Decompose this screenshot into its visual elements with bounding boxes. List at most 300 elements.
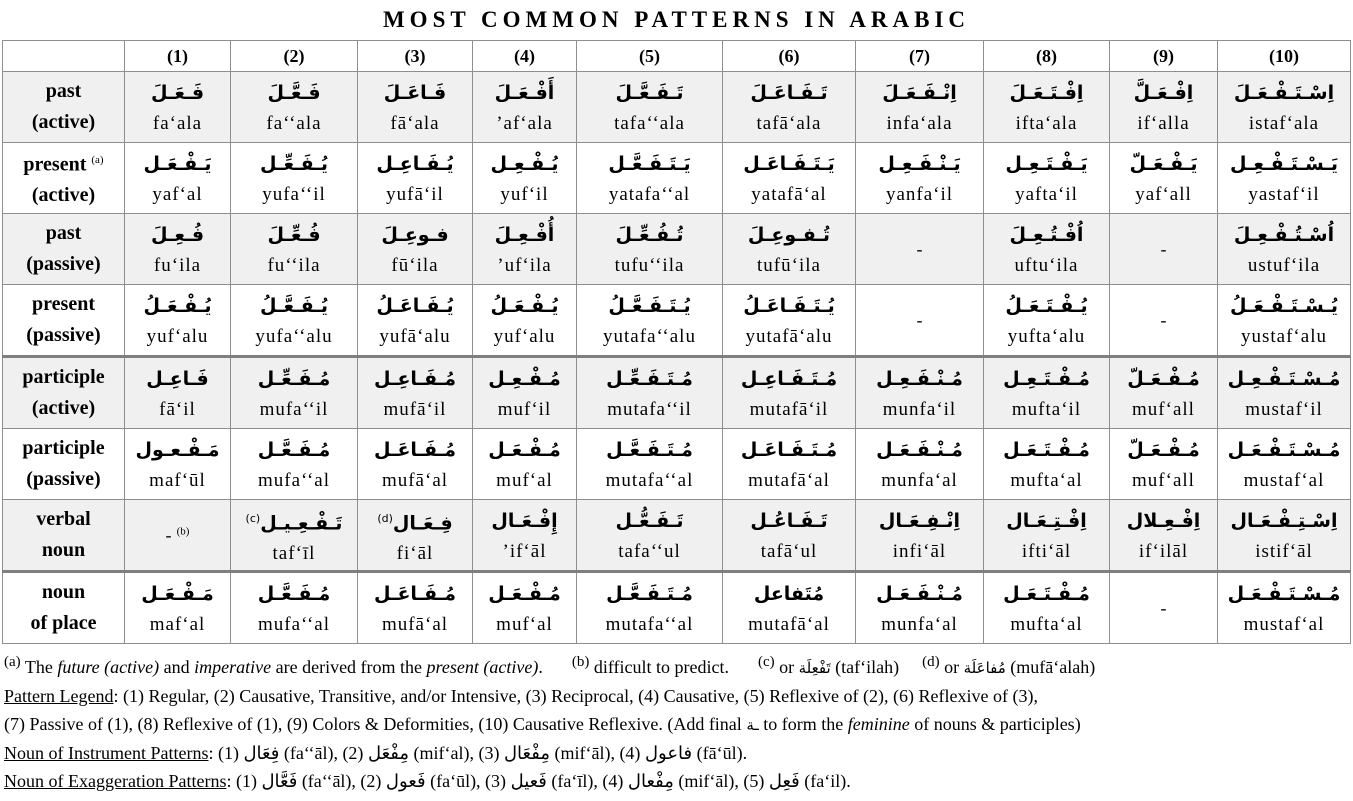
arabic-pattern-text: يُـسْـتَـفْـعَـلُ: [1229, 295, 1339, 317]
arabic-pattern: [856, 577, 983, 611]
arabic-pattern: [1218, 577, 1350, 611]
arabic-pattern: [358, 577, 472, 611]
arabic-pattern-text: يَـنْـفَـعِـل: [878, 153, 961, 175]
pattern-cell: [577, 429, 723, 500]
noun-of-instrument-title: Noun of Instrument Patterns: [4, 743, 209, 763]
transliteration: fa‘‘ala: [266, 113, 322, 134]
pattern-cell: [984, 429, 1110, 500]
arabic-pattern: [125, 76, 230, 110]
transliteration: fā‘ala: [390, 113, 440, 134]
arabic-pattern-text: إِفْـعَـال: [491, 510, 558, 532]
transliteration: mufā‘il: [383, 399, 447, 420]
arabic-pattern: [1218, 76, 1350, 110]
arabic-pattern: [984, 289, 1109, 323]
arabic-pattern: [125, 433, 230, 467]
row-label-line-2: (active): [31, 397, 96, 419]
row-label-line-1: past: [45, 222, 82, 244]
arabic-pattern-text: مُـفَـاعَـل: [374, 583, 456, 605]
arabic-pattern-text: تُـفـوعِـلَ: [747, 224, 831, 246]
arabic-pattern: [231, 362, 357, 396]
arabic-pattern: [984, 218, 1109, 252]
column-header: (7): [856, 41, 984, 72]
noun-of-exaggeration-text: : (1) فَعَّال (fa‘‘āl), (2) فَعول (fa‘ūl), (3) فَعيل (fa‘īl), (4) مِفْعال (mif‘āl), (5) فَعِل (fa‘il).: [226, 771, 851, 791]
arabic-pattern: [473, 147, 576, 181]
pattern-cell: [473, 143, 577, 214]
arabic-pattern: [1218, 433, 1350, 467]
column-header: (3): [358, 41, 473, 72]
pattern-cell: [358, 214, 473, 285]
transliteration: mutafa‘‘al: [605, 470, 694, 491]
arabic-pattern: [231, 433, 357, 467]
arabic-pattern: [984, 362, 1109, 396]
pattern-cell: [125, 214, 231, 285]
pattern-legend-text: feminine: [847, 714, 910, 734]
footnote-text: (taf‘ilah): [830, 657, 900, 677]
transliteration: istaf‘ala: [1248, 113, 1320, 134]
pattern-cell: [473, 572, 577, 644]
arabic-pattern: [856, 147, 983, 181]
pattern-cell: [577, 572, 723, 644]
transliteration: muf‘al: [496, 470, 553, 491]
pattern-cell: [984, 500, 1110, 572]
pattern-cell: [723, 285, 856, 357]
arabic-pattern-text: يُـتَـفَـعَّـلُ: [608, 295, 691, 317]
row-label: [3, 357, 125, 429]
arabic-pattern: [577, 147, 722, 181]
row-label: [3, 285, 125, 357]
pattern-row: [3, 572, 1351, 644]
pattern-cell: [231, 572, 358, 644]
arabic-pattern-text: فَـاعِـل: [146, 368, 209, 390]
pattern-cell: [358, 72, 473, 143]
pattern-row: [3, 143, 1351, 214]
arabic-pattern-text: يُـفَـعَّـلُ: [260, 295, 328, 317]
patterns-table-body: [3, 72, 1351, 644]
arabic-pattern-text: مُـتَـفَـعِّـل: [606, 368, 693, 390]
arabic-pattern: [577, 76, 722, 110]
pattern-cell: [856, 143, 984, 214]
arabic-pattern: [984, 577, 1109, 611]
arabic-pattern: [577, 362, 722, 396]
row-label-line-2: (passive): [26, 468, 101, 490]
pattern-cell: [1218, 285, 1351, 357]
pattern-cell: [984, 214, 1110, 285]
pattern-cell: [856, 572, 984, 644]
arabic-pattern-text: يَـسْـتَـفْـعِـل: [1229, 153, 1339, 175]
pattern-cell: [231, 72, 358, 143]
pattern-row: [3, 500, 1351, 572]
arabic-pattern: [125, 362, 230, 396]
pattern-cell: [984, 285, 1110, 357]
empty-dash: -: [165, 524, 172, 545]
noun-of-exaggeration-patterns: [4, 767, 1353, 795]
transliteration: mutafā‘al: [748, 614, 830, 635]
arabic-pattern-text: مُـفْـتَـعَـل: [1003, 439, 1090, 461]
transliteration: yustaf‘alu: [1241, 326, 1327, 347]
row-label-line-1: present: [23, 153, 87, 176]
pattern-cell: [358, 429, 473, 500]
transliteration: maf‘ūl: [149, 470, 206, 491]
arabic-pattern-text: مَـفْـعَـل: [141, 583, 214, 605]
pattern-cell: [231, 143, 358, 214]
transliteration: infa‘ala: [886, 113, 953, 134]
footnote-text: future (active): [57, 657, 160, 677]
arabic-pattern: [577, 218, 722, 252]
arabic-pattern-text: فـوعِـلَ: [381, 224, 449, 246]
pattern-legend: [4, 682, 1353, 710]
arabic-pattern-text: مُـفْـعِـل: [488, 368, 561, 390]
arabic-pattern-text: أَفْـعَـلَ: [494, 82, 555, 104]
pattern-cell: [577, 500, 723, 572]
arabic-pattern-text: مُـفَـاعِـل: [374, 368, 456, 390]
pattern-cell: [1218, 357, 1351, 429]
arabic-pattern: [723, 504, 855, 538]
row-label-line-1: participle: [22, 366, 105, 388]
row-label-line-1: present: [32, 293, 95, 315]
row-label-footnote-mark: (a): [91, 153, 104, 166]
pattern-cell: [723, 572, 856, 644]
transliteration: mutafa‘‘al: [605, 614, 694, 635]
arabic-pattern-text: فُـعِّـلَ: [267, 224, 321, 246]
transliteration: mutafa‘‘il: [607, 399, 692, 420]
pattern-cell: [231, 214, 358, 285]
transliteration: yufa‘‘il: [262, 184, 326, 205]
footnote-d-mark: (d): [922, 654, 940, 670]
arabic-pattern-text: مُـفَـعَّـل: [257, 583, 331, 605]
arabic-pattern: [984, 147, 1109, 181]
arabic-pattern-text: مُـفَـعِّـل: [257, 368, 331, 390]
arabic-pattern-text: يَـفْـعَـل: [143, 153, 212, 175]
pattern-cell: [856, 72, 984, 143]
footnote-text: The: [20, 657, 58, 677]
arabic-pattern-text: يُـفَـاعَـلُ: [376, 295, 454, 317]
arabic-pattern-text: فَـعَّـلَ: [267, 82, 321, 104]
transliteration: tufu‘‘ila: [614, 255, 685, 276]
transliteration: tafa‘‘ul: [618, 541, 681, 562]
transliteration: yutafa‘‘alu: [603, 326, 696, 347]
arabic-pattern: [473, 577, 576, 611]
arabic-pattern-text: يَـتَـفَـعَّـل: [608, 153, 691, 175]
empty-dash: -: [1160, 309, 1167, 330]
footnote-text: .: [538, 657, 543, 677]
arabic-pattern-text: اِسْـتِـفْـعَـال: [1230, 510, 1338, 532]
pattern-cell: [358, 357, 473, 429]
pattern-legend-title: Pattern Legend: [4, 686, 114, 706]
pattern-row: [3, 285, 1351, 357]
empty-dash: -: [916, 309, 923, 330]
patterns-table: [2, 40, 1351, 644]
footnote-text: or: [774, 657, 799, 677]
arabic-pattern: [723, 577, 855, 611]
empty-dash: -: [1160, 597, 1167, 618]
arabic-pattern: [358, 362, 472, 396]
pattern-cell: [723, 143, 856, 214]
arabic-pattern: [1218, 504, 1350, 538]
transliteration: yastaf‘il: [1248, 184, 1320, 205]
arabic-pattern-text: تَـفَـاعُـل: [750, 510, 828, 532]
pattern-cell: [577, 143, 723, 214]
row-label-line-1: noun: [41, 581, 86, 603]
pattern-cell: [125, 500, 231, 572]
pattern-legend-text: of nouns & participles): [909, 714, 1081, 734]
arabic-pattern: [358, 147, 472, 181]
transliteration: ifta‘ala: [1015, 113, 1078, 134]
arabic-pattern-text: تَـفَـاعَـلَ: [750, 82, 828, 104]
arabic-pattern-text: يَـتَـفَـاعَـل: [743, 153, 835, 175]
pattern-cell: [358, 143, 473, 214]
arabic-pattern-text: يَـفْـعَـلّ: [1129, 153, 1198, 175]
arabic-pattern: [856, 76, 983, 110]
pattern-cell: [125, 572, 231, 644]
row-label: [3, 72, 125, 143]
arabic-pattern-text: مُـسْـتَـفْـعَـل: [1227, 583, 1341, 605]
arabic-pattern: [231, 218, 357, 252]
transliteration: ’if‘āl: [502, 541, 547, 562]
pattern-legend-line-2: [4, 710, 1353, 739]
row-label-line-1: verbal: [36, 508, 91, 530]
arabic-pattern: [984, 433, 1109, 467]
arabic-pattern-text: اِفْـعَـلَّ: [1133, 82, 1194, 104]
footnote-arabic: مُفاعَلَة: [963, 659, 1006, 677]
arabic-pattern: [1110, 504, 1217, 538]
row-label: [3, 214, 125, 285]
footnote-text: (mufā‘alah): [1005, 657, 1096, 677]
pattern-cell: [358, 500, 473, 572]
corner-cell: [3, 41, 125, 72]
transliteration: ’uf‘ila: [497, 255, 552, 276]
pattern-cell: [1110, 72, 1218, 143]
pattern-cell: [577, 214, 723, 285]
arabic-pattern: [1218, 362, 1350, 396]
transliteration: ustuf‘ila: [1247, 255, 1321, 276]
pattern-cell: [231, 357, 358, 429]
noun-of-instrument-text: : (1) فِعَال (fa‘‘āl), (2) مِفْعَل (mif‘al), (3) مِفْعَال (mif‘āl), (4) فاعول (fā‘ūl).: [208, 743, 748, 763]
arabic-pattern: [577, 504, 722, 538]
transliteration: muf‘il: [497, 399, 552, 420]
transliteration: mustaf‘il: [1245, 399, 1323, 420]
pattern-legend-text: to form the: [758, 714, 848, 734]
arabic-pattern: [231, 577, 357, 611]
row-label-line-2: noun: [41, 539, 86, 561]
footnote-text: and: [159, 657, 195, 677]
arabic-pattern: [1110, 76, 1217, 110]
pattern-cell: [723, 214, 856, 285]
pattern-cell: [1218, 429, 1351, 500]
transliteration: mufta‘il: [1011, 399, 1082, 420]
arabic-pattern: [723, 147, 855, 181]
arabic-pattern-text: مُـفْـتَـعَـل: [1003, 583, 1090, 605]
pattern-cell: [856, 285, 984, 357]
arabic-pattern: [473, 433, 576, 467]
footnote-mark: (d): [377, 511, 393, 525]
column-header: (4): [473, 41, 577, 72]
transliteration: ’af‘ala: [496, 113, 553, 134]
pattern-legend-text: (7) Passive of (1), (8) Reflexive of (1), (9) Colors & Deformities, (10) Causative Reflexive. (Add final: [4, 714, 747, 734]
transliteration: yuf‘il: [500, 184, 549, 205]
arabic-pattern: [723, 433, 855, 467]
pattern-cell: [1218, 72, 1351, 143]
ta-marbuta-glyph: ـة: [746, 716, 759, 734]
pattern-cell: [1110, 572, 1218, 644]
arabic-pattern: [856, 504, 983, 538]
pattern-cell: [1218, 572, 1351, 644]
pattern-cell: [856, 500, 984, 572]
pattern-cell: [723, 72, 856, 143]
transliteration: mufā‘al: [381, 614, 449, 635]
transliteration: munfa‘al: [881, 470, 958, 491]
pattern-cell: [125, 143, 231, 214]
arabic-pattern-text: يُـفْـعَـلُ: [490, 295, 559, 317]
pattern-cell: [1218, 214, 1351, 285]
pattern-cell: [984, 357, 1110, 429]
arabic-pattern-text: مُـنْـفَـعِـل: [876, 368, 963, 390]
arabic-pattern-text: فِـعَـال: [392, 512, 453, 535]
arabic-pattern-text: اِسْـتَـفْـعَـلَ: [1233, 82, 1335, 104]
column-header: (2): [231, 41, 358, 72]
transliteration: ifti‘āl: [1021, 541, 1072, 562]
transliteration: if‘alla: [1137, 113, 1190, 134]
pattern-cell: [577, 285, 723, 357]
pattern-cell: [473, 72, 577, 143]
arabic-pattern: [984, 76, 1109, 110]
transliteration: muf‘all: [1132, 399, 1195, 420]
pattern-cell: [577, 72, 723, 143]
column-header-row: [3, 41, 1351, 72]
arabic-pattern: [723, 76, 855, 110]
transliteration: taf‘īl: [272, 543, 316, 565]
arabic-pattern: [358, 218, 472, 252]
pattern-cell: [984, 572, 1110, 644]
arabic-pattern-text: اُفْـتُـعِـلَ: [1009, 224, 1084, 246]
arabic-pattern: [1110, 362, 1217, 396]
arabic-pattern: [125, 147, 230, 181]
transliteration: yanfa‘il: [885, 184, 954, 205]
arabic-pattern: [723, 362, 855, 396]
transliteration: yuf‘alu: [146, 326, 209, 347]
pattern-cell: [473, 285, 577, 357]
pattern-cell: [231, 429, 358, 500]
arabic-pattern: [231, 76, 357, 110]
arabic-pattern-text: تُـفُـعِّـلَ: [615, 224, 684, 246]
row-label-line-2: (active): [31, 184, 96, 207]
arabic-pattern-text: يُـفْـتَـعَـلُ: [1005, 295, 1088, 317]
arabic-pattern-text: اِفْـعِـلال: [1126, 510, 1201, 532]
pattern-cell: [1110, 429, 1218, 500]
transliteration: mufta‘al: [1010, 470, 1083, 491]
pattern-cell: [125, 429, 231, 500]
arabic-pattern-text: مُـسْـتَـفْـعَـل: [1227, 439, 1341, 461]
pattern-cell: [723, 429, 856, 500]
pattern-cell: [358, 285, 473, 357]
transliteration: mufta‘al: [1010, 614, 1083, 635]
arabic-pattern-text: مُـتَـفَـاعَـل: [740, 439, 838, 461]
arabic-pattern: [358, 433, 472, 467]
pattern-row: [3, 214, 1351, 285]
transliteration: yatafā‘al: [751, 184, 827, 205]
arabic-pattern: [358, 289, 472, 323]
transliteration: yaf‘al: [152, 184, 203, 205]
transliteration: mutafā‘al: [748, 470, 830, 491]
arabic-pattern-text: يُـتَـفَـاعَـلُ: [743, 295, 835, 317]
transliteration: muf‘all: [1132, 470, 1195, 491]
transliteration: mustaf‘al: [1243, 470, 1325, 491]
arabic-pattern-text: اِنْـفَـعَـلَ: [882, 82, 957, 104]
footnotes: [4, 648, 1353, 795]
row-label: [3, 143, 125, 214]
arabic-pattern-text: يُـفْـعَـلُ: [143, 295, 212, 317]
arabic-pattern: [125, 289, 230, 323]
column-header: (10): [1218, 41, 1351, 72]
arabic-pattern: [577, 433, 722, 467]
arabic-pattern-text: فَـاعَـلَ: [383, 82, 447, 104]
arabic-pattern-text: تَـفَـعَّـلَ: [615, 82, 684, 104]
transliteration: yatafa‘‘al: [608, 184, 691, 205]
pattern-cell: [1110, 500, 1218, 572]
transliteration: tufū‘ila: [757, 255, 821, 276]
transliteration: fu‘‘ila: [267, 255, 321, 276]
pattern-legend-text: : (1) Regular, (2) Causative, Transitive, and/or Intensive, (3) Reciprocal, (4) Causative, (5) Reflexive of (2), (6) Reflexive of (3),: [113, 686, 1038, 706]
transliteration: mufa‘‘il: [259, 399, 329, 420]
transliteration: tafa‘‘ala: [614, 113, 685, 134]
transliteration: yuf‘alu: [493, 326, 556, 347]
arabic-pattern-text: مُتَفاعل: [753, 583, 825, 605]
pattern-cell: [473, 214, 577, 285]
arabic-pattern: [577, 577, 722, 611]
pattern-cell: [984, 143, 1110, 214]
arabic-pattern: [1218, 218, 1350, 252]
page-title: MOST COMMON PATTERNS IN ARABIC: [382, 7, 971, 32]
arabic-pattern: [473, 362, 576, 396]
transliteration: mufā‘al: [381, 470, 449, 491]
transliteration: yaf‘all: [1135, 184, 1192, 205]
arabic-pattern-text: مُـفْـعَـل: [488, 583, 561, 605]
row-label-line-1: participle: [22, 437, 105, 459]
arabic-pattern-text: اِفْـتَـعَـلَ: [1009, 82, 1084, 104]
pattern-cell: [473, 500, 577, 572]
transliteration: fa‘ala: [152, 113, 203, 134]
arabic-pattern-text: اِنْـفِـعَـال: [878, 510, 961, 532]
arabic-pattern: [723, 218, 855, 252]
footnote-text: or: [939, 657, 964, 677]
pattern-cell: [577, 357, 723, 429]
arabic-pattern: [577, 289, 722, 323]
transliteration: yutafā‘alu: [745, 326, 833, 347]
pattern-cell: [231, 500, 358, 572]
transliteration: tafā‘ul: [760, 541, 818, 562]
footnote-text: present (active): [426, 657, 539, 677]
transliteration: munfa‘al: [881, 614, 958, 635]
column-header: (6): [723, 41, 856, 72]
footnote-mark: (b): [176, 525, 190, 538]
arabic-pattern: [231, 289, 357, 323]
arabic-pattern-text: مُـفَـاعَـل: [374, 439, 456, 461]
arabic-pattern-text: مُـتَـفَـعَّـل: [606, 439, 693, 461]
pattern-cell: [1110, 214, 1218, 285]
arabic-pattern: [125, 218, 230, 252]
row-label-line-2: (passive): [26, 253, 101, 275]
transliteration: yufā‘alu: [379, 326, 451, 347]
arabic-pattern-text: مُـفْـتَـعِـل: [1003, 368, 1090, 390]
pattern-cell: [723, 357, 856, 429]
transliteration: fā‘il: [159, 399, 196, 420]
pattern-cell: [984, 72, 1110, 143]
pattern-cell: [856, 429, 984, 500]
arabic-pattern: [723, 289, 855, 323]
transliteration: yufā‘il: [386, 184, 444, 205]
arabic-pattern-text: أُفْـعِـلَ: [494, 224, 555, 246]
pattern-cell: [473, 429, 577, 500]
row-label-line-2: (active): [31, 111, 96, 133]
